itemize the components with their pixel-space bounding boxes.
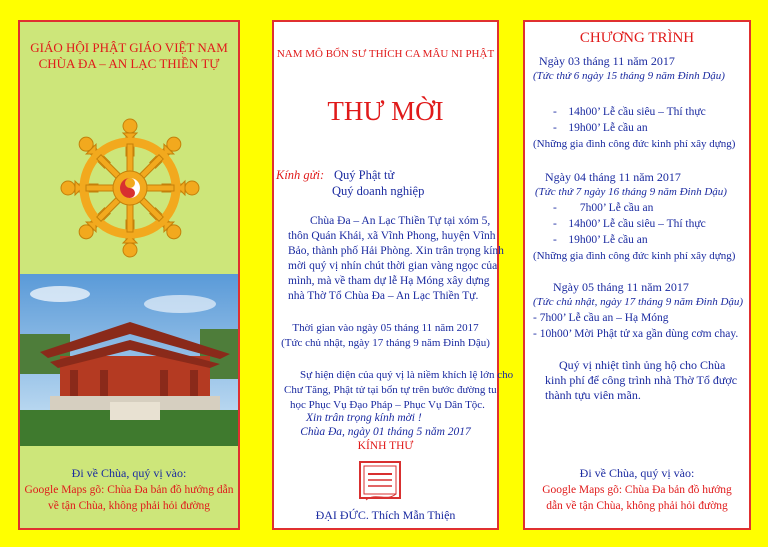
signer-name: ĐẠI ĐỨC. Thích Mẫn Thiện <box>315 508 456 522</box>
recipient-1: Quý Phật tử <box>334 168 395 182</box>
program-item: - 14h00’ Lễ cầu siêu – Thí thực <box>553 106 706 118</box>
buddha-invocation: NAM MÔ BỔN SƯ THÍCH CA MÂU NI PHẬT <box>276 48 495 60</box>
support-line: kinh phí để công trình nhà Thờ Tổ được <box>545 373 738 387</box>
temple-photo-icon <box>20 274 238 446</box>
body-line: Chư Tăng, Phật tử tại bổn tự trên bước đường tu <box>284 384 497 396</box>
program-title: CHƯƠNG TRÌNH <box>579 30 695 46</box>
invitation-body <box>288 214 504 304</box>
dharma-wheel-icon <box>60 118 200 258</box>
support-line: thành tựu viên mãn. <box>545 388 641 402</box>
program-item: - 19h00’ Lễ cầu an <box>553 234 648 246</box>
body-line: mời quý vị nhín chút thời gian vàng ngọc của <box>288 260 498 272</box>
temple-name: CHÙA ĐA – AN LẠC THIỀN TỰ <box>38 56 220 71</box>
body-line: Bảo, thành phố Hải Phòng. Xin trân trọng kính <box>288 245 504 257</box>
program-item: - 19h00’ Lễ cầu an <box>553 122 648 134</box>
right-panel <box>523 20 751 530</box>
left-maps-line2: về tận Chùa, không phải hỏi đường <box>47 500 211 512</box>
letter-date: Chùa Đa, ngày 01 tháng 5 năm 2017 <box>300 426 471 438</box>
body-line: Chùa Đa – An Lạc Thiền Tự tại xóm 5, <box>310 215 491 227</box>
left-panel <box>18 20 240 530</box>
sign-title: KÍNH THƯ <box>357 440 414 452</box>
day-note: (Những gia đình công đức kinh phí xây dựng) <box>533 138 736 150</box>
right-directions-title: Đi về Chùa, quý vị vào: <box>579 466 695 480</box>
body-line: thôn Quán Khái, xã Vĩnh Phong, huyện Vĩnh <box>288 230 496 242</box>
day-lunar: (Tức chủ nhật, ngày 17 tháng 9 năm Đinh Dậu) <box>533 296 744 308</box>
left-directions-title: Đi về Chùa, quý vị vào: <box>71 466 187 480</box>
recipient-2: Quý doanh nghiệp <box>332 184 425 198</box>
day-lunar: (Tức thứ 6 ngày 15 tháng 9 năm Đinh Dậu) <box>533 70 725 82</box>
right-maps-line1: Google Maps gõ: Chùa Đa bản đồ hướng <box>542 484 732 496</box>
invitation-title: THƯ MỜI <box>327 96 444 126</box>
day-date: Ngày 05 tháng 11 năm 2017 <box>553 280 689 294</box>
program-item: - 10h00’ Mời Phật tử xa gần dùng cơm chay. <box>533 328 739 340</box>
body-line: nhà Thờ Tổ Chùa Đa – An Lạc Thiền Tự. <box>288 290 479 302</box>
support-line: Quý vị nhiệt tình ủng hộ cho Chùa <box>559 358 726 372</box>
day-lunar: (Tức thứ 7 ngày 16 tháng 9 năm Đinh Dậu) <box>535 186 727 198</box>
closing-text: Xin trân trọng kính mời ! <box>306 412 422 424</box>
support-text <box>545 358 743 403</box>
day-note: (Những gia đình công đức kinh phí xây dựng) <box>533 250 736 262</box>
program-item: - 7h00’ Lễ cầu an – Hạ Móng <box>533 312 669 324</box>
org-name: GIÁO HỘI PHẬT GIÁO VIỆT NAM <box>30 40 228 55</box>
event-time: Thời gian vào ngày 05 tháng 11 năm 2017 <box>292 322 479 334</box>
event-time-lunar: (Tức chủ nhật, ngày 17 tháng 9 năm Đinh Dậu) <box>281 337 490 349</box>
day-date: Ngày 03 tháng 11 năm 2017 <box>539 54 675 68</box>
body-line: Sự hiện diện của quý vị là niềm khích lệ lớn cho <box>300 369 514 381</box>
left-maps-line1: Google Maps gõ: Chùa Đa bản đồ hướng dẫn <box>24 484 234 496</box>
body-line: mình, mà về tham dự lễ Hạ Móng xây dựng <box>288 275 490 287</box>
right-maps-line2: dẫn về tận Chùa, không phải hỏi đường <box>546 500 728 512</box>
to-label: Kính gửi: <box>276 168 325 182</box>
encouragement-text <box>284 368 514 413</box>
temple-seal-icon <box>356 456 404 504</box>
body-line: học Phục Vụ Đạo Pháp – Phục Vụ Dân Tộc. <box>290 399 485 411</box>
program-item: - 7h00’ Lễ cầu an <box>553 202 654 214</box>
program-item: - 14h00’ Lễ cầu siêu – Thí thực <box>553 218 706 230</box>
day-date: Ngày 04 tháng 11 năm 2017 <box>545 170 681 184</box>
middle-panel <box>272 20 514 530</box>
